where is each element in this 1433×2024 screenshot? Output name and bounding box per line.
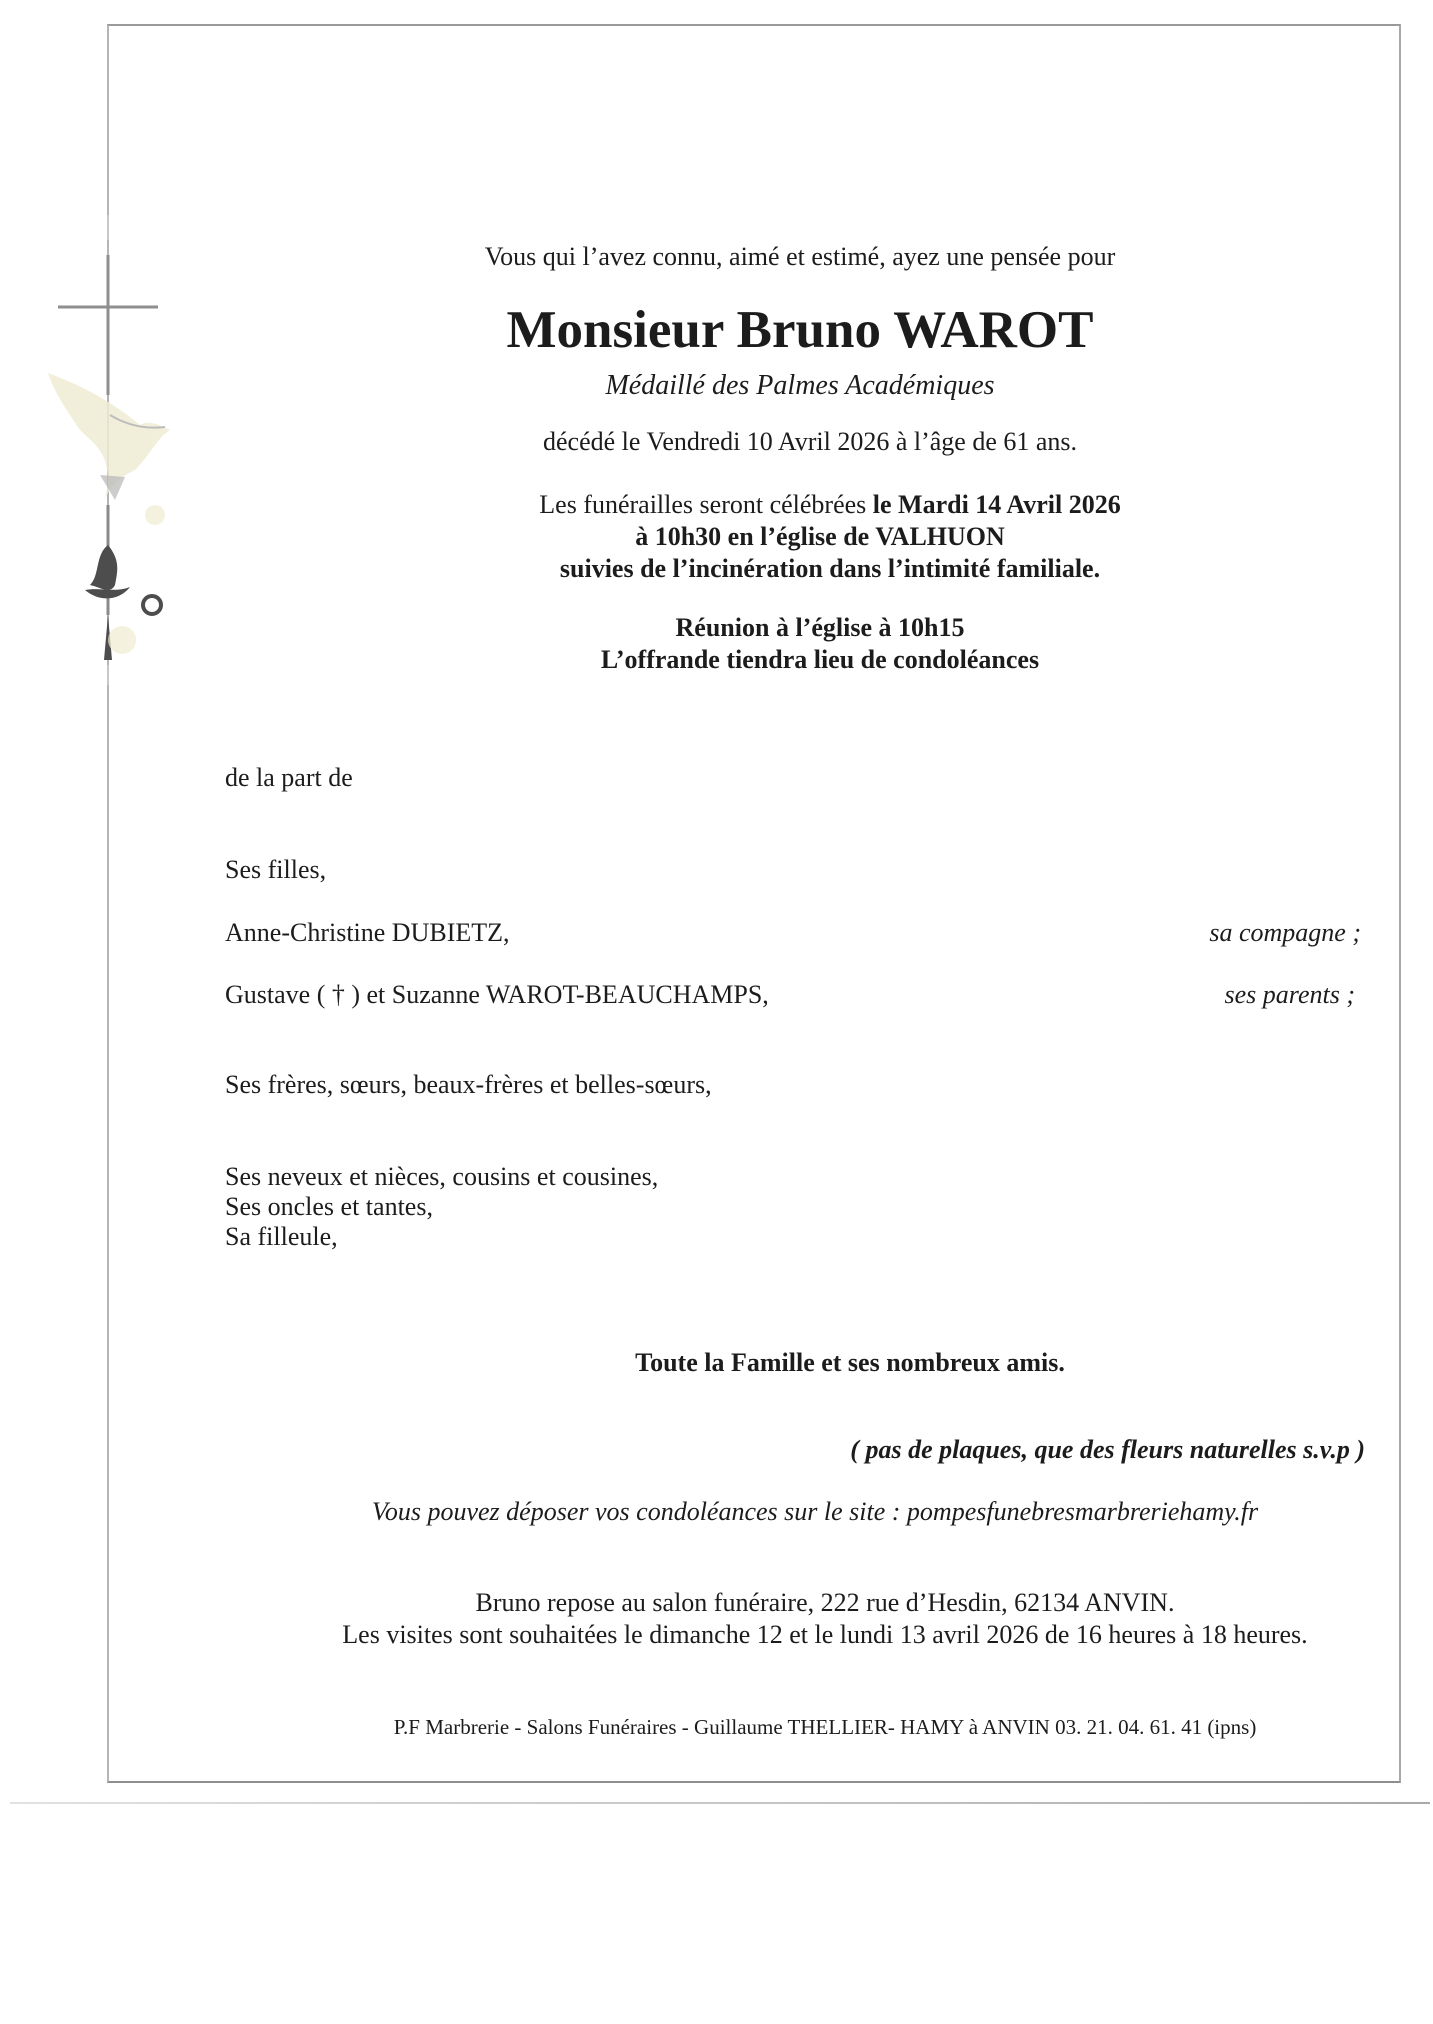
siblings: Ses frères, sœurs, beaux-frères et belles-sœurs, [225, 1070, 712, 1099]
visit-hours: Les visites sont souhaitées le dimanche 12 et le lundi 13 avril 2026 de 16 heures à 18 heures. [342, 1620, 1308, 1649]
distinction: Médaillé des Palmes Académiques [605, 370, 995, 401]
intro-text: Vous qui l’avez connu, aimé et estimé, ayez une pensée pour [484, 242, 1116, 271]
deceased-name: Monsieur Bruno WAROT [506, 301, 1094, 359]
condolences-site: Vous pouvez déposer vos condoléances sur le site : pompesfunebresmarbreriehamy.fr [371, 1497, 1259, 1526]
meeting-time: Réunion à l’église à 10h15 [675, 613, 965, 642]
rest-location: Bruno repose au salon funéraire, 222 rue d’Hesdin, 62134 ANVIN. [475, 1588, 1175, 1617]
death-date: décédé le Vendredi 10 Avril 2026 à l’âge de 61 ans. [542, 427, 1078, 456]
flower-icon [85, 505, 165, 685]
from-label: de la part de [225, 763, 353, 792]
uncles: Ses oncles et tantes, [225, 1192, 433, 1221]
funeral-home-footer: P.F Marbrerie - Salons Funéraires - Guillaume THELLIER- HAMY à ANVIN 03. 21. 04. 61. 41 (ipns) [393, 1715, 1257, 1739]
daughters: Ses filles, [225, 855, 327, 884]
whole-family: Toute la Famille et ses nombreux amis. [635, 1348, 1065, 1377]
nephews: Ses neveux et nièces, cousins et cousines, [225, 1162, 659, 1191]
partner-name: Anne-Christine DUBIETZ, [225, 918, 510, 947]
partner-relation: sa compagne ; [1209, 918, 1361, 947]
cross-dove-flower-icon [40, 215, 180, 685]
funeral-line-1 [480, 490, 1180, 520]
funeral-line-2: à 10h30 en l’église de VALHUON [635, 522, 1005, 551]
funeral-date: le Mardi 14 Avril 2026 [872, 490, 1121, 519]
funeral-line-3: suivies de l’incinération dans l’intimité familiale. [559, 554, 1101, 583]
goddaughter: Sa filleule, [225, 1222, 338, 1251]
page-edge-line [10, 1802, 1430, 1804]
funeral-intro: Les funérailles seront célébrées [539, 490, 873, 519]
parents-relation: ses parents ; [1224, 980, 1355, 1009]
flowers-note: ( pas de plaques, que des fleurs naturelles s.v.p ) [850, 1435, 1365, 1464]
parents-name: Gustave ( † ) et Suzanne WAROT-BEAUCHAMPS, [225, 980, 769, 1009]
offering-note: L’offrande tiendra lieu de condoléances [600, 645, 1040, 674]
